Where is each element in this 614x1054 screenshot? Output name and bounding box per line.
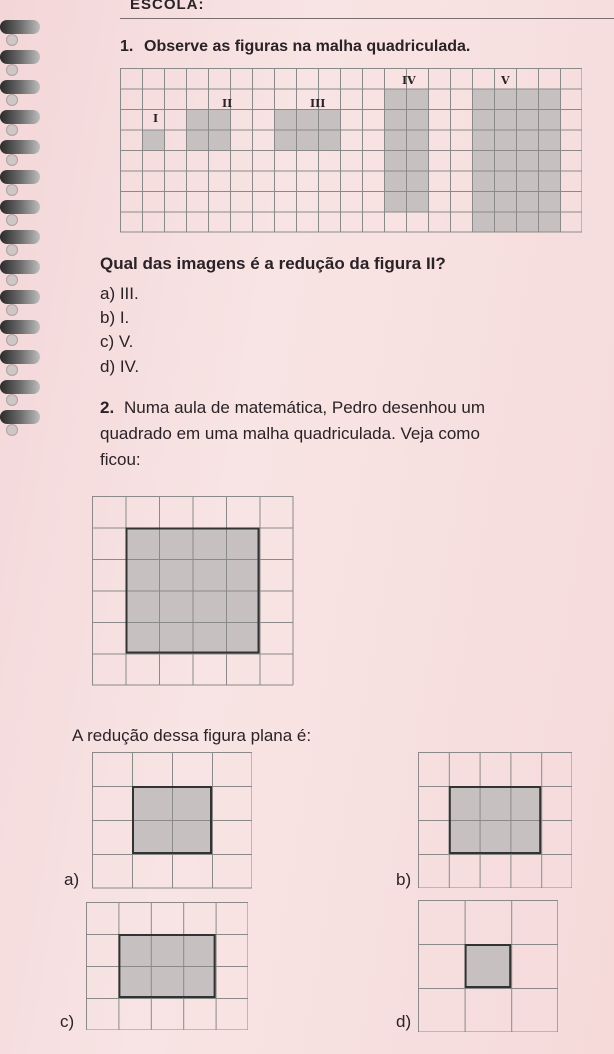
- binding-hole: [6, 94, 18, 106]
- q2-option-b-figure[interactable]: [418, 752, 572, 888]
- q2-option-d-figure[interactable]: [418, 900, 558, 1032]
- spiral-ring: [0, 350, 40, 364]
- q2-option-c-figure[interactable]: [86, 902, 248, 1030]
- spiral-binding: [0, 20, 44, 440]
- spiral-ring: [0, 170, 40, 184]
- q2-prompt-line2: quadrado em uma malha quadriculada. Veja como: [100, 424, 480, 443]
- binding-hole: [6, 424, 18, 436]
- figure-label-I: I: [153, 112, 159, 125]
- binding-hole: [6, 364, 18, 376]
- shaded-region: [465, 944, 512, 988]
- q1-option-a[interactable]: a) III.: [100, 284, 139, 303]
- spiral-ring: [0, 110, 40, 124]
- binding-hole: [6, 334, 18, 346]
- spiral-ring: [0, 140, 40, 154]
- binding-hole: [6, 34, 18, 46]
- q2-prompt-line3: ficou:: [100, 450, 141, 469]
- spiral-ring: [0, 320, 40, 334]
- q2-option-a-label[interactable]: a): [64, 870, 80, 889]
- binding-hole: [6, 154, 18, 166]
- q2-option-d-label[interactable]: d): [396, 1012, 412, 1031]
- q1-option-b[interactable]: b) I.: [100, 308, 130, 327]
- binding-hole: [6, 64, 18, 76]
- figure-label-II: II: [222, 97, 233, 110]
- q1-question: Qual das imagens é a redução da figura II?: [100, 254, 446, 273]
- figure-label-III: III: [310, 97, 326, 110]
- binding-hole: [6, 304, 18, 316]
- school-label: ESCOLA:: [130, 0, 205, 13]
- q2-option-b-label[interactable]: b): [396, 870, 412, 889]
- binding-hole: [6, 184, 18, 196]
- spiral-ring: [0, 260, 40, 274]
- binding-hole: [6, 124, 18, 136]
- q2-question: A redução dessa figura plana é:: [72, 726, 312, 745]
- q2-number: 2.: [100, 398, 115, 417]
- spiral-ring: [0, 50, 40, 64]
- spiral-ring: [0, 200, 40, 214]
- spiral-ring: [0, 230, 40, 244]
- spiral-ring: [0, 410, 40, 424]
- binding-hole: [6, 214, 18, 226]
- q2-option-a-figure[interactable]: [92, 752, 252, 890]
- q1-grid-figures: [120, 68, 582, 234]
- spiral-ring: [0, 380, 40, 394]
- spiral-ring: [0, 20, 40, 34]
- figure-label-V: V: [501, 74, 510, 87]
- shaded-region: [142, 130, 164, 151]
- q2-square-figure: [92, 496, 294, 686]
- q1-number: 1.: [120, 38, 134, 55]
- spiral-ring: [0, 80, 40, 94]
- binding-hole: [6, 274, 18, 286]
- q1-option-d[interactable]: d) IV.: [100, 357, 140, 376]
- q1-option-c[interactable]: c) V.: [100, 332, 134, 351]
- q2-option-c-label[interactable]: c): [60, 1012, 75, 1031]
- figure-label-IV: IV: [402, 74, 416, 87]
- spiral-ring: [0, 290, 40, 304]
- q1-prompt: Observe as figuras na malha quadriculada.: [144, 38, 471, 55]
- binding-hole: [6, 394, 18, 406]
- binding-hole: [6, 244, 18, 256]
- q2-prompt-line1: Numa aula de matemática, Pedro desenhou um: [124, 398, 485, 417]
